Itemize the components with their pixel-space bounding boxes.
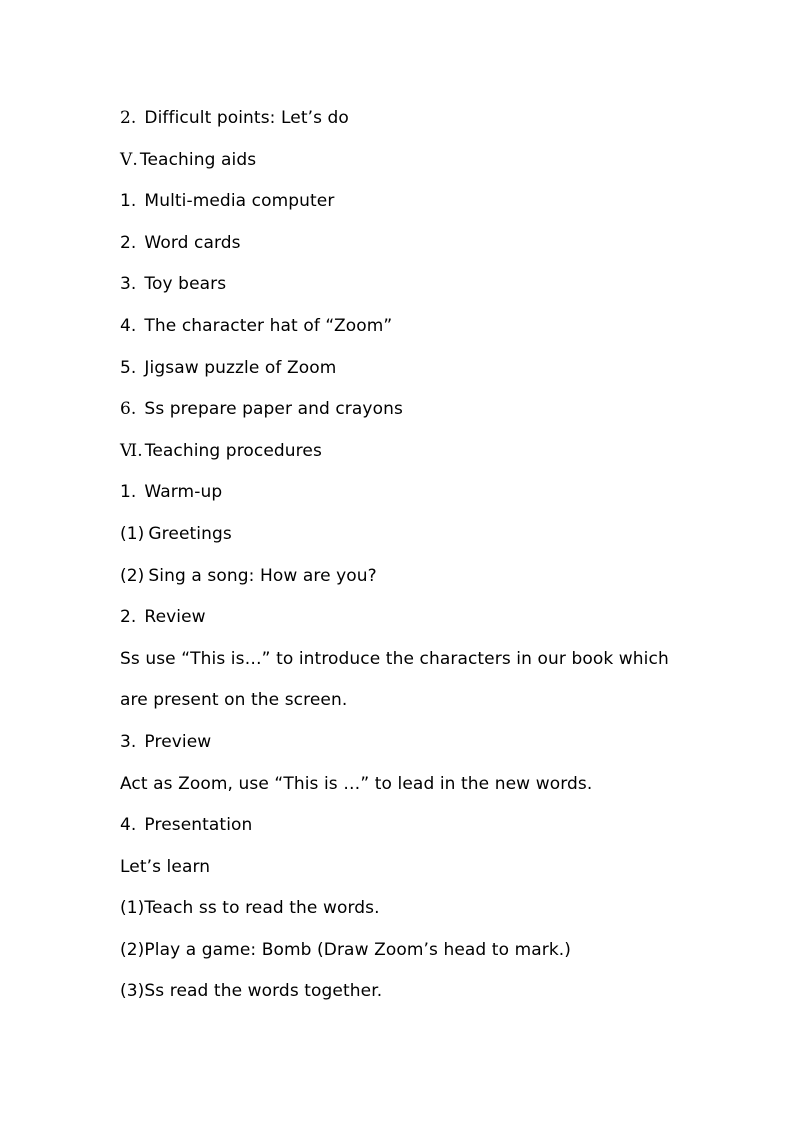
- step-heading: [120, 597, 690, 639]
- step-number: 2.: [120, 607, 137, 628]
- sub-step-number: (2): [120, 565, 145, 586]
- paragraph-text: are present on the screen.: [120, 690, 348, 711]
- step-title: Presentation: [144, 815, 253, 836]
- step-number: 3.: [120, 731, 137, 752]
- subheading-lets-learn: [120, 847, 690, 889]
- step-heading: [120, 472, 690, 514]
- step-number: 4.: [120, 815, 137, 836]
- item-text: Toy bears: [144, 274, 227, 295]
- paragraph-line: [120, 764, 690, 806]
- step-heading: [120, 722, 690, 764]
- sub-step-number: (1): [120, 523, 145, 544]
- sub-step: [120, 556, 690, 598]
- item-text: Ss prepare paper and crayons: [144, 399, 403, 420]
- sub-step: [120, 514, 690, 556]
- paragraph-text: Act as Zoom, use “This is …” to lead in the new words.: [120, 773, 593, 794]
- item-number: 3.: [120, 274, 137, 295]
- sub-step-text: Greetings: [148, 523, 232, 544]
- section-heading-teaching-aids: [120, 140, 690, 182]
- item-number: 4.: [120, 315, 137, 336]
- document-body: [120, 98, 690, 1013]
- sub-step-text: Play a game: Bomb (Draw Zoom’s head to mark.): [144, 939, 572, 960]
- section-heading-teaching-procedures: [120, 431, 690, 473]
- list-item: [120, 181, 690, 223]
- item-number: 6.: [120, 399, 137, 420]
- section-title: Teaching aids: [139, 149, 257, 170]
- item-text: Word cards: [144, 232, 241, 253]
- list-item: [120, 223, 690, 265]
- step-title: Warm-up: [144, 482, 223, 503]
- paragraph-line: [120, 680, 690, 722]
- section-number: Ⅵ.: [120, 440, 143, 461]
- list-item: [120, 348, 690, 390]
- sub-step-text: Teach ss to read the words.: [144, 898, 380, 919]
- step-title: Preview: [144, 731, 212, 752]
- item-number: 5.: [120, 357, 137, 378]
- sub-step: [120, 971, 690, 1013]
- sub-step-number: (1): [120, 898, 145, 919]
- step-title: Review: [144, 607, 206, 628]
- item-text: Difficult points: Let’s do: [144, 108, 349, 128]
- paragraph-line: [120, 639, 690, 681]
- sub-step: [120, 888, 690, 930]
- section-title: Teaching procedures: [144, 440, 322, 461]
- item-text: The character hat of “Zoom”: [144, 315, 393, 336]
- sub-step-text: Ss read the words together.: [144, 981, 383, 1002]
- step-heading: [120, 805, 690, 847]
- item-number: 2.: [120, 108, 137, 128]
- sub-step: [120, 930, 690, 972]
- sub-step-text: Sing a song: How are you?: [148, 565, 377, 586]
- sub-step-number: (3): [120, 981, 145, 1002]
- list-item: [120, 264, 690, 306]
- item-text: Jigsaw puzzle of Zoom: [144, 357, 337, 378]
- list-item: [120, 389, 690, 431]
- subheading-text: Let’s learn: [120, 856, 211, 877]
- step-number: 1.: [120, 482, 137, 503]
- list-item: [120, 306, 690, 348]
- difficult-points-line: [120, 98, 690, 140]
- paragraph-text: Ss use “This is…” to introduce the characters in our book which: [120, 648, 669, 669]
- item-number: 1.: [120, 191, 137, 212]
- sub-step-number: (2): [120, 939, 145, 960]
- section-number: Ⅴ.: [120, 149, 138, 170]
- item-number: 2.: [120, 232, 137, 253]
- item-text: Multi-media computer: [144, 191, 335, 212]
